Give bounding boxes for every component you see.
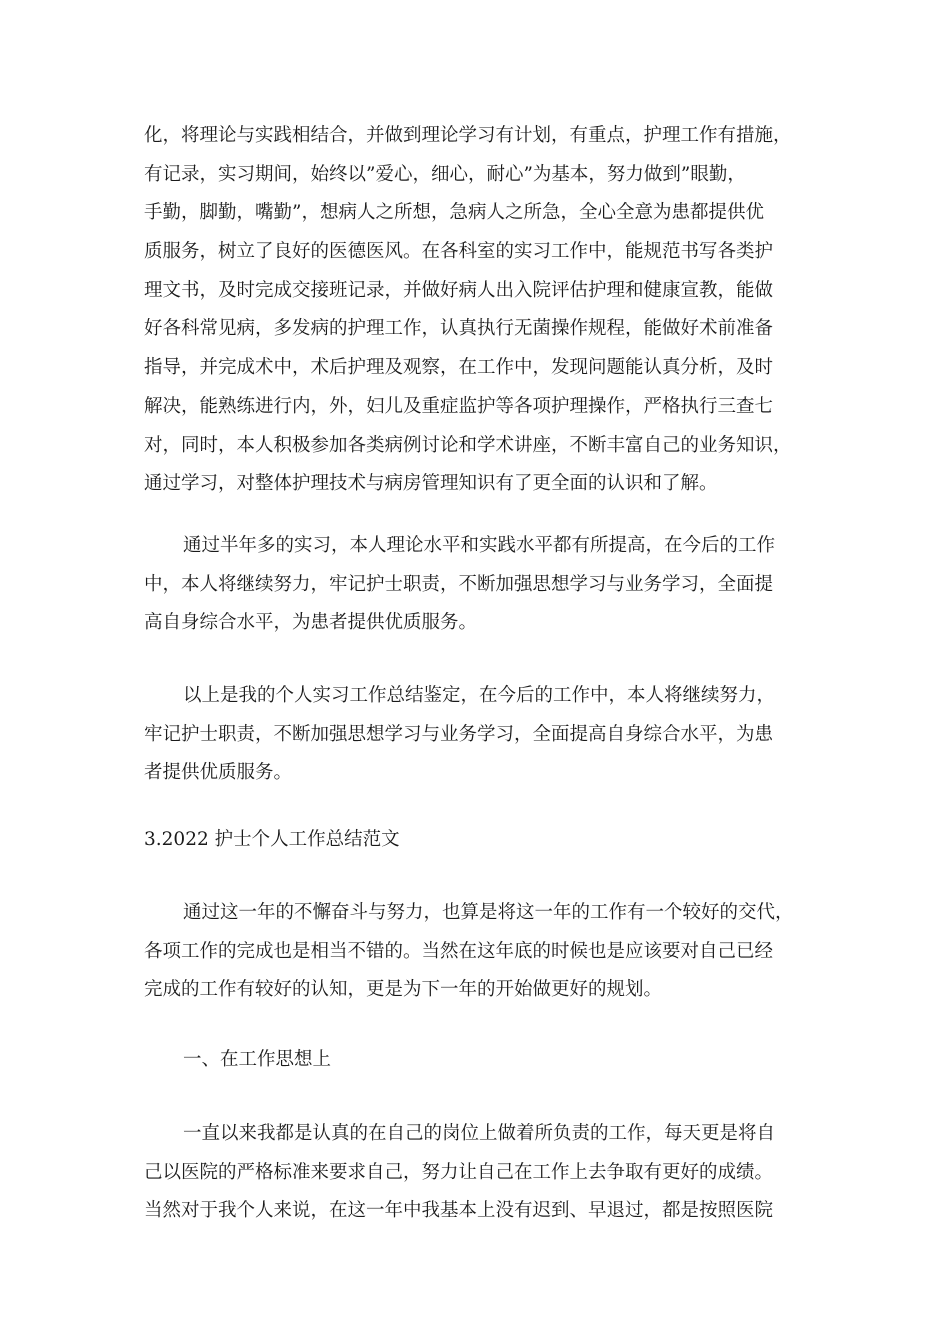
subheading-title: 一、在工作思想上 <box>183 1049 332 1070</box>
text-line: 指导，并完成术中，术后护理及观察，在工作中，发现问题能认真分析，及时 <box>144 357 774 379</box>
text-line: 一直以来我都是认真的在自己的岗位上做着所负责的工作，每天更是将自 <box>183 1123 776 1144</box>
text-line: 牢记护士职责，不断加强思想学习与业务学习，全面提高自身综合水平，为患 <box>144 723 774 745</box>
text-line: 质服务，树立了良好的医德医风。在各科室的实习工作中，能规范书写各类护 <box>144 241 774 263</box>
text-line: 各项工作的完成也是相当不错的。当然在这年底的时候也是应该要对自己已经 <box>144 940 774 962</box>
text-line: 手勤，脚勤，嘴勤”，想病人之所想，急病人之所急，全心全意为患都提供优 <box>144 202 764 224</box>
paragraph-half-year-summary <box>144 527 810 643</box>
text-line: 有记录，实习期间，始终以”爱心，细心，耐心”为基本，努力做到”眼勤， <box>144 163 746 185</box>
paragraph-practice-details <box>144 117 810 504</box>
section-title: 3.2022 护士个人工作总结范文 <box>144 829 400 850</box>
text-line: 好各科常见病，多发病的护理工作，认真执行无菌操作规程，能做好术前准备 <box>144 318 774 340</box>
text-line: 通过半年多的实习，本人理论水平和实践水平都有所提高，在今后的工作 <box>183 535 776 556</box>
text-line: 以上是我的个人实习工作总结鉴定，在今后的工作中，本人将继续努力， <box>183 685 776 706</box>
text-line: 理文书，及时完成交接班记录，并做好病人出入院评估护理和健康宣教，能做 <box>144 279 774 301</box>
paragraph-conclusion <box>144 677 810 793</box>
text-line: 对，同时，本人积极参加各类病例讨论和学术讲座，不断丰富自己的业务知识， <box>144 434 792 456</box>
text-line: 解决，能熟练进行内，外，妇儿及重症监护等各项护理操作，严格执行三查七 <box>144 395 774 417</box>
text-line: 通过学习，对整体护理技术与病房管理知识有了更全面的认识和了解。 <box>144 473 718 495</box>
text-line: 高自身综合水平，为患者提供优质服务。 <box>144 612 478 634</box>
paragraph-year-intro <box>144 894 810 1010</box>
paragraph-work-attitude <box>144 1115 810 1231</box>
text-line: 化，将理论与实践相结合，并做到理论学习有计划，有重点，护理工作有措施， <box>144 125 792 146</box>
subheading-work-thinking <box>144 1041 810 1080</box>
text-line: 中，本人将继续努力，牢记护士职责，不断加强思想学习与业务学习，全面提 <box>144 573 774 595</box>
section-heading <box>144 821 810 860</box>
text-line: 者提供优质服务。 <box>144 762 293 784</box>
text-line: 当然对于我个人来说，在这一年中我基本上没有迟到、早退过，都是按照医院 <box>144 1200 774 1222</box>
text-line: 通过这一年的不懈奋斗与努力，也算是将这一年的工作有一个较好的交代， <box>183 902 794 923</box>
text-line: 己以医院的严格标准来要求自己，努力让自己在工作上去争取有更好的成绩。 <box>144 1161 774 1183</box>
text-line: 完成的工作有较好的认知，更是为下一年的开始做更好的规划。 <box>144 979 663 1001</box>
